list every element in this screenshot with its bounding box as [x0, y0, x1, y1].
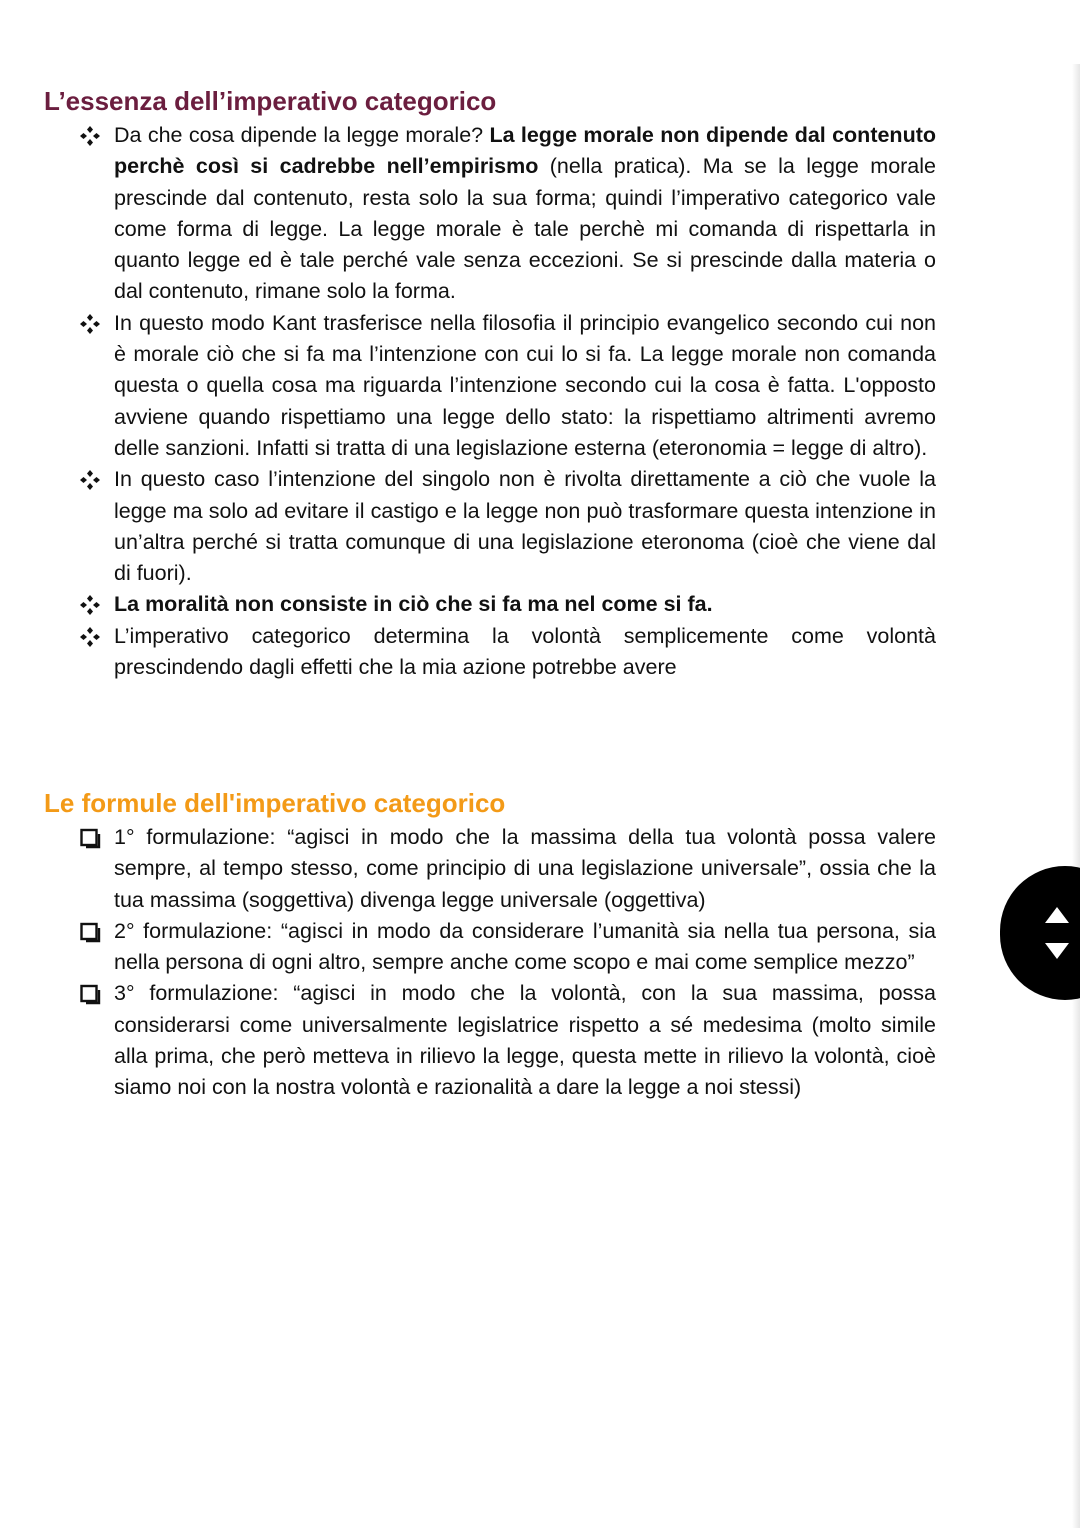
diamond-dots-bullet-icon — [78, 593, 102, 617]
list-item: 1° formulazione: “agisci in modo che la massima della tua volontà possa valere sempre, al tempo stesso, come principio di una legislazione universale”, ossia che la tua massima (soggettiva) divenga legge universale (oggettiva) — [44, 822, 936, 916]
section-formule — [44, 786, 944, 1104]
page-down-button[interactable] — [1042, 940, 1072, 962]
checkbox-bullet-icon — [78, 826, 102, 850]
diamond-dots-bullet-icon — [78, 468, 102, 492]
bullet-list-essenza — [44, 120, 944, 683]
diamond-dots-bullet-icon — [78, 625, 102, 649]
list-item: L’imperativo categorico determina la volontà semplicemente come volontà prescindendo dagli effetti che la mia azione potrebbe avere — [44, 621, 936, 684]
list-item: In questo caso l’intenzione del singolo non è rivolta direttamente a ciò che vuole la legge ma solo ad evitare il castigo e la legge non può trasformare questa intenzione in un’altra perché si tratta comunque di una legislazione eteronoma (cioè che viene dal di fuori). — [44, 464, 936, 589]
section-essenza — [44, 84, 944, 683]
list-item: In questo modo Kant trasferisce nella filosofia il principio evangelico secondo cui non è morale ciò che si fa ma l’intenzione con cui lo si fa. La legge morale non comanda questa o quella cosa ma riguarda l’intenzione secondo cui la cosa è fatta. L'opposto avviene quando rispettiamo una legge dello stato: la rispettiamo altrimenti avremo delle sanzioni. Infatti si tratta di una legislazione esterna (eteronomia = legge di altro). — [44, 308, 936, 464]
checkbox-bullet-icon — [78, 920, 102, 944]
list-item: 3° formulazione: “agisci in modo che la volontà, con la sua massima, possa considerarsi come universalmente legislatrice rispetto a sé medesima (molto simile alla prima, che però metteva in rilievo la legge, questa mette in rilievo la volontà, cioè siamo noi con la nostra volontà e razionalità a dare la legge a noi stessi) — [44, 978, 936, 1103]
triangle-up-icon — [1042, 904, 1072, 926]
page-up-button[interactable] — [1042, 904, 1072, 926]
checkbox-list-formule — [44, 822, 944, 1104]
diamond-dots-bullet-icon — [78, 124, 102, 148]
section-title-essenza: L’essenza dell’imperativo categorico — [44, 86, 497, 116]
checkbox-bullet-icon — [78, 982, 102, 1006]
diamond-dots-bullet-icon — [78, 312, 102, 336]
list-item: 2° formulazione: “agisci in modo da considerare l’umanità sia nella tua persona, sia nella persona di ogni altro, sempre anche come scopo e mai come semplice mezzo” — [44, 916, 936, 979]
list-item: Da che cosa dipende la legge morale? La legge morale non dipende dal contenuto perchè così si cadrebbe nell’empirismo (nella pratica). Ma se la legge morale prescinde dal contenuto, resta solo la sua forma; quindi l’imperativo categorico vale come forma di legge. La legge morale è tale perchè mi comanda di rispettarla in quanto legge ed è tale perché vale senza eccezioni. Se si prescinde dalla materia o dal contenuto, rimane solo la forma. — [44, 120, 936, 308]
section-title-formule: Le formule dell'imperativo categorico — [44, 788, 506, 818]
list-item: La moralità non consiste in ciò che si fa ma nel come si fa. — [44, 589, 936, 620]
triangle-down-icon — [1042, 940, 1072, 962]
